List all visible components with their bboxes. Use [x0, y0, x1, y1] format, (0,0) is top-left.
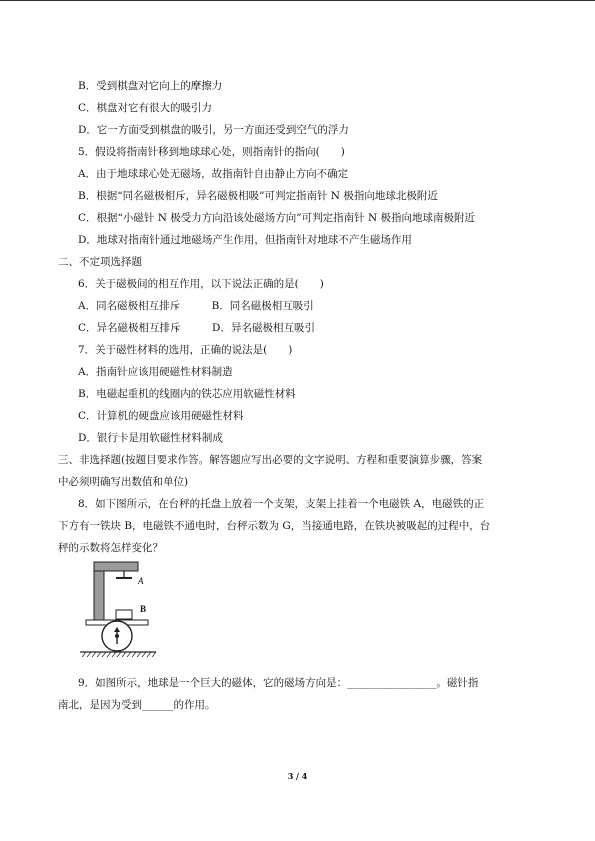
- q4-option-d: D．它一方面受到棋盘的吸引，另一方面还受到空气的浮力: [78, 124, 349, 136]
- q8-line3: 秤的示数将怎样变化？: [58, 542, 163, 554]
- q5-option-c: C．根据“小磁针 N 极受力方向沿该处磁场方向”可判定指南针 N 极指向地球南极附近: [78, 212, 475, 224]
- iron-block-b: [116, 610, 132, 619]
- label-b: B: [140, 604, 147, 614]
- section3-line1: 三、非选择题(按题目要求作答。解答题应写出必要的文字说明、方程和重要演算步骤，答案: [58, 454, 483, 466]
- q4-option-b: B．受到棋盘对它向上的摩擦力: [78, 80, 223, 92]
- q6-options-ab: A．同名磁极相互排斥 B．同名磁极相互吸引: [78, 300, 314, 312]
- q7-stem: 7．关于磁性材料的选用，正确的说法是( ): [78, 344, 293, 356]
- q5-option-a: A．由于地球球心处无磁场，故指南针自由静止方向不确定: [78, 168, 349, 180]
- top-rule: [0, 0, 595, 1]
- q5-option-d: D．地球对指南针通过地磁场产生作用，但指南针对地球不产生磁场作用: [78, 234, 412, 246]
- section3-line2: 中必须明确写出数值和单位): [58, 476, 189, 488]
- electromagnet-a: [116, 577, 132, 579]
- q4-option-c: C．棋盘对它有很大的吸引力: [78, 102, 213, 114]
- scale-electromagnet-figure: [76, 560, 158, 660]
- q9-line1: 9．如图所示，地球是一个巨大的磁体，它的磁场方向是：_________________。磁针指: [78, 677, 479, 689]
- q5-option-b: B．根据“同名磁极相斥，异名磁极相吸”可判定指南针 N 极指向地球北极附近: [78, 190, 438, 202]
- q6-options-cd: C．异名磁极相互排斥 D．异名磁极相互吸引: [78, 322, 315, 334]
- q9-line2: 南北，是因为受到______的作用。: [58, 699, 216, 711]
- q7-option-c: C．计算机的硬盘应该用硬磁性材料: [78, 410, 244, 422]
- q7-option-a: A．指南针应该用硬磁性材料制造: [78, 366, 233, 378]
- q7-option-b: B．电磁起重机的线圈内的铁芯应用软磁性材料: [78, 388, 296, 400]
- q8-line1: 8．如下图所示，在台秤的托盘上放着一个支架，支架上挂着一个电磁铁 A，电磁铁的正: [78, 498, 485, 510]
- label-a: A: [138, 576, 144, 586]
- page-number: 3 / 4: [287, 771, 308, 781]
- q8-line2: 下方有一铁块 B，电磁铁不通电时，台秤示数为 G，当接通电路，在铁块被吸起的过程中，台: [58, 520, 491, 532]
- q5-stem: 5．假设将指南针移到地球球心处，则指南针的指向( ): [78, 146, 345, 158]
- q7-option-d: D．银行卡是用软磁性材料制成: [78, 432, 223, 444]
- stand-arm: [94, 562, 138, 571]
- section2-title: 二、不定项选择题: [58, 256, 142, 268]
- q6-stem: 6．关于磁极间的相互作用，以下说法正确的是( ): [78, 278, 324, 290]
